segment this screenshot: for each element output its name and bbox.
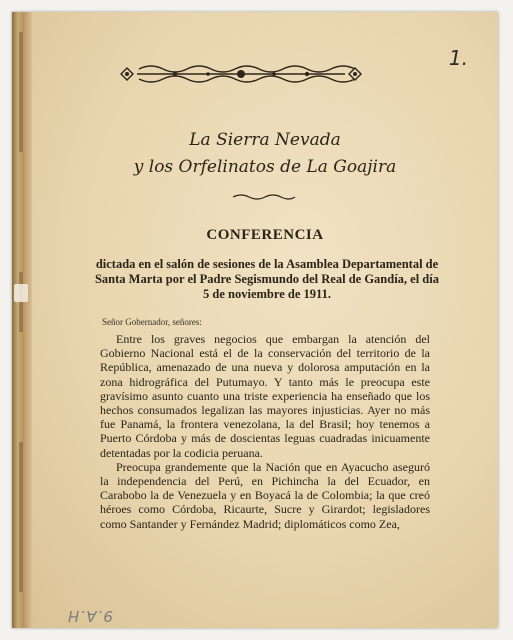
body-text [100, 332, 430, 531]
spine-tape-mark [14, 284, 28, 302]
salutation: Señor Gobernador, señores: [102, 317, 202, 327]
handwritten-note: 9.A.H [67, 607, 113, 625]
paragraph-2: Preocupa grandemente que la Nación que en Ayacucho aseguró la independencia del Perú, en Pichincha la del Ecuador, en Carabobo la de Venezuela y en Boyacá la de Colombia; la que creó héroes como Córdoba, Ricaurte, Sucre y Girardot; legisladores como Santander y Fernández Madrid; diplomáticos como Zea, [100, 459, 430, 531]
book-spine [12, 12, 32, 628]
ornament-icon [109, 61, 373, 87]
document-title-second-line: y los Orfelinatos de La Goajira [133, 157, 397, 177]
section-heading: CONFERENCIA [206, 227, 324, 243]
lecture-subtitle: dictada en el salón de sesiones de la Asamblea Departamental de Santa Marta por el Padre Segismundo del Real de Gandía, el día 5 de noviembre de 1911. [94, 257, 439, 301]
paragraph-1: Entre los graves negocios que embargan la atención del Gobierno Nacional está el de la conservación del territorio de la República, amenazado de una nueva y dolorosa amputación en la zona hidrográfica del Putumayo. Y tanto más le preocupa este gravísimo asunto cuanto una triste experiencia ha enseñado que los hechos consumados legalizan las mayores injusticias. Ayer no más fue Panamá, la frontera venezolana, la del Brasil; hoy tenemos a Puerto Córdoba y más de doscientas leguas cuadradas inicuamente detentadas por la codicia peruana. [100, 332, 430, 460]
document-title: La Sierra Nevada [189, 130, 341, 150]
document-page [12, 12, 498, 628]
decorative-rule [231, 193, 297, 201]
page-number: 1. [448, 46, 468, 70]
